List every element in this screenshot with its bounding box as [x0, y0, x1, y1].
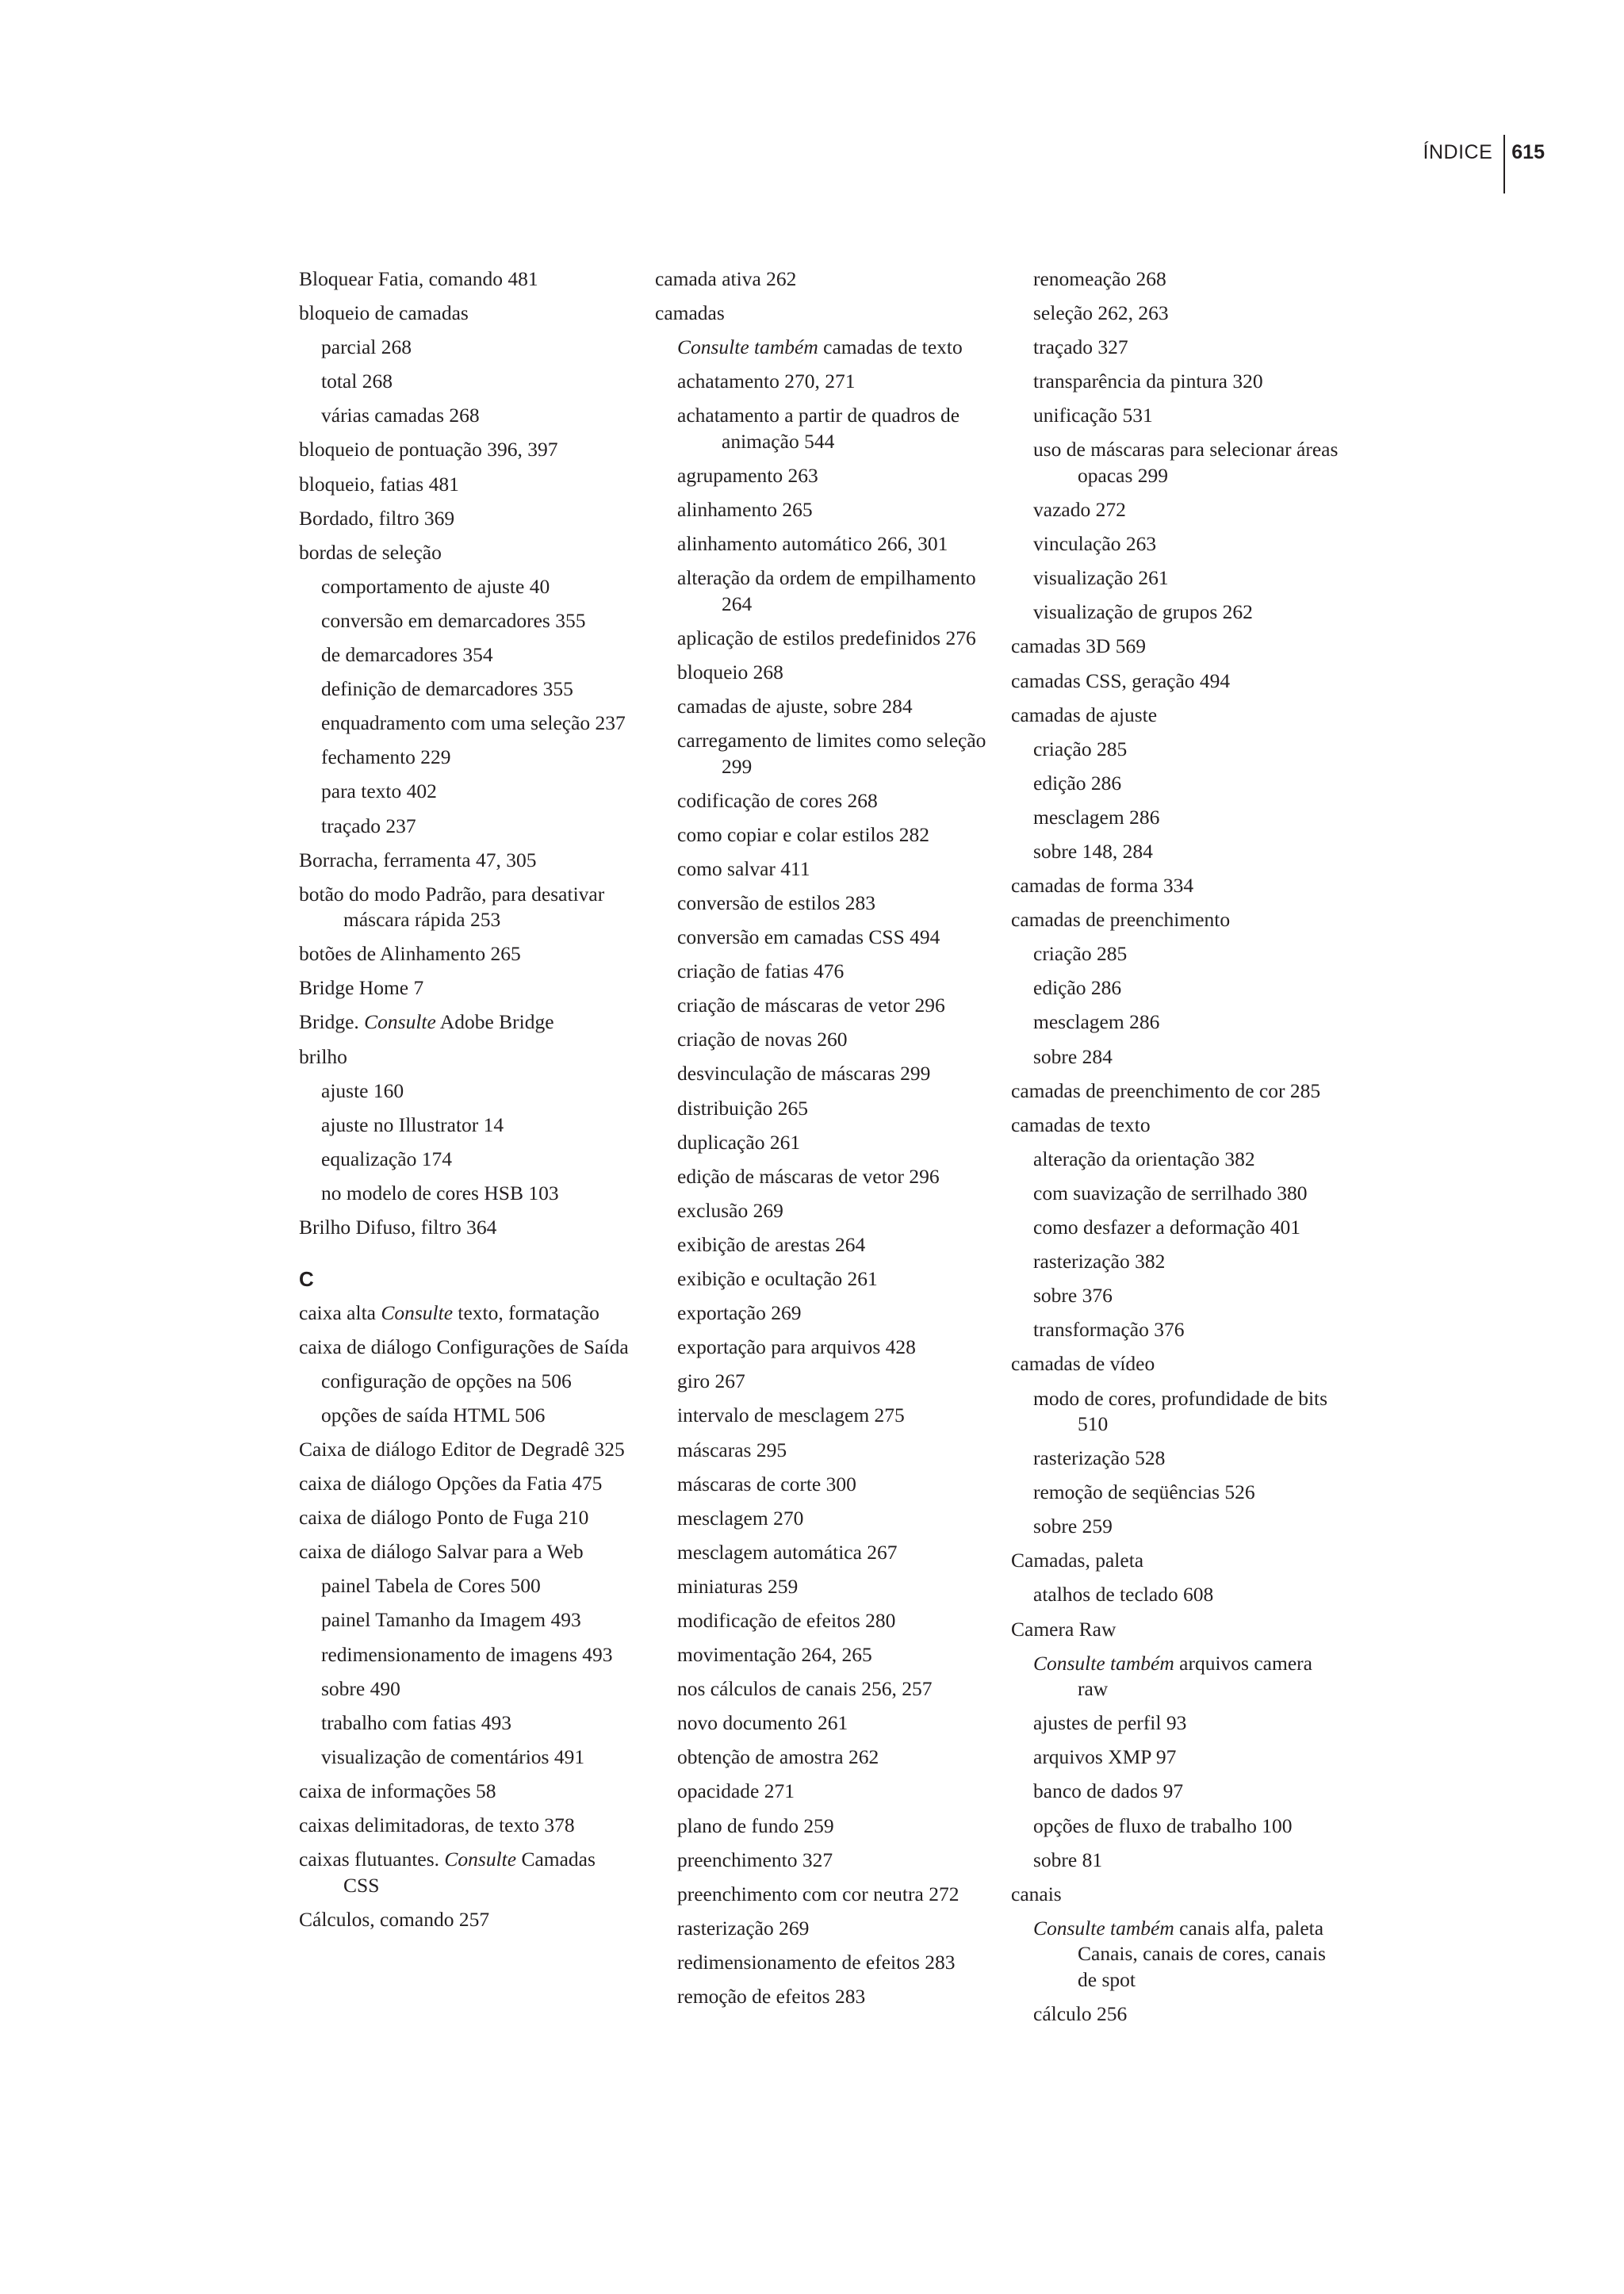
index-subentry: painel Tamanho da Imagem 493 — [321, 1608, 581, 1632]
index-entry: camadas de preenchimento de cor 285 — [1011, 1078, 1321, 1102]
index-subentry: codificação de cores 268 — [677, 788, 878, 812]
cross-reference: Consulte — [444, 1848, 517, 1871]
index-entry: Camadas, paleta — [1011, 1549, 1144, 1572]
index-subentry: mesclagem 270 — [677, 1506, 804, 1530]
index-subentry: duplicação 261 — [677, 1130, 801, 1154]
index-subentry: para texto 402 — [321, 779, 437, 803]
index-subentry — [655, 335, 988, 361]
index-subentry: cálculo 256 — [1033, 2001, 1128, 2025]
index-subentry: rasterização 269 — [677, 1916, 810, 1940]
index-subentry: visualização de grupos 262 — [1033, 600, 1253, 624]
index-entry: camadas de vídeo — [1011, 1352, 1155, 1376]
index-subentry: conversão de estilos 283 — [677, 891, 875, 914]
index-entry: Bloquear Fatia, comando 481 — [299, 267, 538, 290]
index-subentry: rasterização 382 — [1033, 1250, 1166, 1273]
index-subentry: edição 286 — [1033, 771, 1122, 795]
index-subentry: mesclagem 286 — [1033, 805, 1160, 829]
index-entry: caixas delimitadoras, de texto 378 — [299, 1813, 575, 1837]
index-subentry: sobre 148, 284 — [1033, 840, 1153, 863]
index-subentry: rasterização 528 — [1033, 1446, 1166, 1470]
entry-text: canais alfa, paleta Canais, canais de cores, canais de spot — [1078, 1916, 1326, 1991]
index-subentry: sobre 259 — [1033, 1515, 1113, 1538]
index-entry: Bordado, filtro 369 — [299, 506, 455, 530]
entry-text: arquivos camera raw — [1078, 1651, 1312, 1701]
index-subentry: sobre 376 — [1033, 1284, 1113, 1308]
index-subentry: máscaras 295 — [677, 1438, 787, 1461]
index-subentry: visualização 261 — [1033, 566, 1169, 590]
index-subentry: agrupamento 263 — [677, 463, 818, 487]
index-subentry — [1011, 1916, 1344, 1993]
index-subentry: edição de máscaras de vetor 296 — [677, 1164, 940, 1188]
index-entry: camadas de preenchimento — [1011, 908, 1231, 932]
index-subentry: vinculação 263 — [1033, 532, 1157, 556]
index-subentry: como copiar e colar estilos 282 — [677, 822, 929, 846]
index-subentry: transparência da pintura 320 — [1033, 370, 1263, 393]
index-subentry: como salvar 411 — [677, 856, 810, 880]
index-entry: bloqueio de camadas — [299, 301, 469, 325]
index-subentry: carregamento de limites como seleção 299 — [677, 729, 986, 778]
entry-text: caixas flutuantes. — [299, 1848, 445, 1871]
index-entry: camadas — [655, 301, 725, 325]
index-subentry: exportação 269 — [677, 1301, 802, 1325]
index-subentry: plano de fundo 259 — [677, 1813, 834, 1837]
index-entry — [299, 1847, 632, 1898]
index-subentry: várias camadas 268 — [321, 404, 480, 427]
index-subentry: ajuste 160 — [321, 1078, 404, 1102]
index-subentry: desvinculação de máscaras 299 — [677, 1062, 931, 1086]
cross-reference: Consulte — [364, 1010, 436, 1034]
index-subentry: remoção de seqüências 526 — [1033, 1480, 1255, 1504]
index-entry: caixa de diálogo Opções da Fatia 475 — [299, 1472, 603, 1496]
index-entry: Caixa de diálogo Editor de Degradê 325 — [299, 1438, 625, 1461]
index-subentry: exportação para arquivos 428 — [677, 1335, 916, 1359]
index-subentry: ajustes de perfil 93 — [1033, 1711, 1187, 1735]
index-subentry: alteração da ordem de empilhamento 264 — [677, 566, 976, 615]
entry-text: caixa alta — [299, 1300, 381, 1324]
index-entry: Bridge Home 7 — [299, 976, 424, 1000]
index-entry — [299, 1009, 632, 1036]
index-entry: brilho — [299, 1044, 347, 1068]
index-subentry: preenchimento com cor neutra 272 — [677, 1882, 959, 1905]
index-subentry: parcial 268 — [321, 335, 412, 359]
index-subentry: alinhamento 265 — [677, 498, 813, 522]
index-subentry: remoção de efeitos 283 — [677, 1985, 866, 2008]
index-entry — [299, 1300, 632, 1327]
index-entry: Camera Raw — [1011, 1617, 1116, 1641]
index-subentry: seleção 262, 263 — [1033, 301, 1169, 325]
index-subentry: transformação 376 — [1033, 1318, 1185, 1342]
cross-reference: Consulte — [381, 1300, 454, 1324]
index-subentry: exclusão 269 — [677, 1198, 783, 1222]
index-entry: camadas de forma 334 — [1011, 874, 1194, 898]
index-entry: camada ativa 262 — [655, 267, 797, 290]
entry-text: camadas de texto — [818, 335, 963, 359]
index-subentry: total 268 — [321, 370, 393, 393]
index-entry: bloqueio, fatias 481 — [299, 472, 459, 496]
index-subentry: modo de cores, profundidade de bits 510 — [1033, 1386, 1328, 1435]
index-subentry: movimentação 264, 265 — [677, 1643, 872, 1667]
index-subentry: camadas de ajuste, sobre 284 — [677, 695, 913, 718]
running-header — [1423, 135, 1545, 190]
index-entry: bloqueio de pontuação 396, 397 — [299, 438, 558, 461]
index-subentry: opções de saída HTML 506 — [321, 1403, 546, 1427]
index-subentry: uso de máscaras para selecionar áreas opacas 299 — [1033, 438, 1339, 487]
section-title: ÍNDICE — [1423, 141, 1493, 163]
index-column-3 — [1011, 266, 1344, 2035]
index-subentry: giro 267 — [677, 1369, 745, 1393]
index-subentry: sobre 490 — [321, 1676, 400, 1700]
index-letter-heading: C — [299, 1266, 314, 1291]
index-subentry: redimensionamento de efeitos 283 — [677, 1950, 956, 1974]
index-subentry: novo documento 261 — [677, 1711, 848, 1735]
index-subentry: mesclagem automática 267 — [677, 1540, 898, 1564]
index-subentry: redimensionamento de imagens 493 — [321, 1642, 613, 1666]
index-subentry: equalização 174 — [321, 1147, 452, 1170]
index-entry: caixa de informações 58 — [299, 1779, 496, 1802]
index-subentry: enquadramento com uma seleção 237 — [321, 711, 626, 735]
index-column-1 — [299, 266, 632, 1941]
index-subentry: com suavização de serrilhado 380 — [1033, 1181, 1308, 1204]
index-subentry: comportamento de ajuste 40 — [321, 574, 550, 598]
index-subentry: miniaturas 259 — [677, 1574, 799, 1598]
index-entry: camadas de ajuste — [1011, 703, 1158, 726]
index-entry: camadas de texto — [1011, 1113, 1151, 1136]
index-subentry: achatamento a partir de quadros de animação 544 — [677, 404, 960, 453]
entry-text: Camadas CSS — [343, 1848, 596, 1897]
index-subentry: fechamento 229 — [321, 745, 451, 769]
index-subentry: opacidade 271 — [677, 1779, 795, 1803]
index-entry: caixa de diálogo Configurações de Saída — [299, 1335, 629, 1358]
index-subentry: definição de demarcadores 355 — [321, 677, 573, 701]
index-subentry: preenchimento 327 — [677, 1848, 833, 1871]
index-subentry: conversão em demarcadores 355 — [321, 608, 586, 632]
index-subentry: distribuição 265 — [677, 1096, 809, 1120]
entry-text: Bridge. — [299, 1010, 365, 1034]
index-subentry: sobre 284 — [1033, 1044, 1113, 1068]
index-subentry: sobre 81 — [1033, 1848, 1103, 1871]
index-subentry: no modelo de cores HSB 103 — [321, 1181, 559, 1204]
index-subentry: mesclagem 286 — [1033, 1010, 1160, 1034]
index-subentry: conversão em camadas CSS 494 — [677, 925, 940, 949]
index-subentry: criação 285 — [1033, 737, 1128, 760]
index-subentry: achatamento 270, 271 — [677, 370, 856, 393]
index-entry: Cálculos, comando 257 — [299, 1907, 490, 1931]
entry-text: texto, formatação — [453, 1300, 599, 1324]
index-subentry: criação de novas 260 — [677, 1028, 848, 1051]
index-subentry: traçado 327 — [1033, 335, 1128, 359]
index-subentry: como desfazer a deformação 401 — [1033, 1216, 1300, 1239]
cross-reference: Consulte também — [677, 335, 818, 359]
index-subentry: intervalo de mesclagem 275 — [677, 1404, 905, 1427]
index-entry: Borracha, ferramenta 47, 305 — [299, 848, 537, 871]
index-entry: botões de Alinhamento 265 — [299, 942, 521, 966]
index-entry: camadas CSS, geração 494 — [1011, 668, 1231, 692]
index-subentry: configuração de opções na 506 — [321, 1369, 572, 1392]
index-subentry: renomeação 268 — [1033, 267, 1166, 290]
index-subentry: alinhamento automático 266, 301 — [677, 532, 948, 556]
index-subentry: unificação 531 — [1033, 404, 1153, 427]
index-subentry: ajuste no Illustrator 14 — [321, 1113, 504, 1136]
cross-reference: Consulte também — [1033, 1651, 1174, 1675]
index-entry: canais — [1011, 1882, 1062, 1905]
index-subentry: arquivos XMP 97 — [1033, 1745, 1177, 1769]
page-number: 615 — [1511, 141, 1545, 163]
index-subentry — [1011, 1651, 1344, 1702]
index-subentry: exibição de arestas 264 — [677, 1232, 866, 1256]
index-entry: caixa de diálogo Ponto de Fuga 210 — [299, 1506, 589, 1530]
index-subentry: criação de fatias 476 — [677, 959, 845, 983]
index-entry: Brilho Difuso, filtro 364 — [299, 1216, 497, 1239]
index-entry: botão do modo Padrão, para desativar máscara rápida 253 — [299, 882, 605, 932]
index-subentry: edição 286 — [1033, 976, 1122, 1000]
index-subentry: modificação de efeitos 280 — [677, 1608, 896, 1632]
index-entry: caixa de diálogo Salvar para a Web — [299, 1540, 584, 1564]
index-subentry: opções de fluxo de trabalho 100 — [1033, 1813, 1293, 1837]
index-subentry: exibição e ocultação 261 — [677, 1267, 878, 1291]
index-subentry: alteração da orientação 382 — [1033, 1147, 1255, 1170]
index-subentry: banco de dados 97 — [1033, 1779, 1184, 1803]
index-subentry: bloqueio 268 — [677, 660, 783, 684]
index-subentry: criação de máscaras de vetor 296 — [677, 994, 945, 1017]
index-subentry: vazado 272 — [1033, 498, 1126, 522]
index-subentry: máscaras de corte 300 — [677, 1472, 856, 1496]
index-subentry: traçado 237 — [321, 814, 416, 837]
index-subentry: trabalho com fatias 493 — [321, 1710, 512, 1734]
index-subentry: painel Tabela de Cores 500 — [321, 1574, 541, 1598]
entry-text: Adobe Bridge — [435, 1010, 554, 1034]
index-subentry: aplicação de estilos predefinidos 276 — [677, 626, 976, 649]
index-subentry: de demarcadores 354 — [321, 643, 493, 667]
index-entry: camadas 3D 569 — [1011, 634, 1146, 658]
index-entry: bordas de seleção — [299, 540, 442, 564]
index-subentry: visualização de comentários 491 — [321, 1744, 585, 1768]
index-subentry: atalhos de teclado 608 — [1033, 1583, 1214, 1607]
index-subentry: obtenção de amostra 262 — [677, 1745, 879, 1769]
index-subentry: nos cálculos de canais 256, 257 — [677, 1677, 933, 1701]
index-column-2 — [655, 266, 988, 2018]
index-subentry: criação 285 — [1033, 942, 1128, 966]
cross-reference: Consulte também — [1033, 1916, 1174, 1940]
